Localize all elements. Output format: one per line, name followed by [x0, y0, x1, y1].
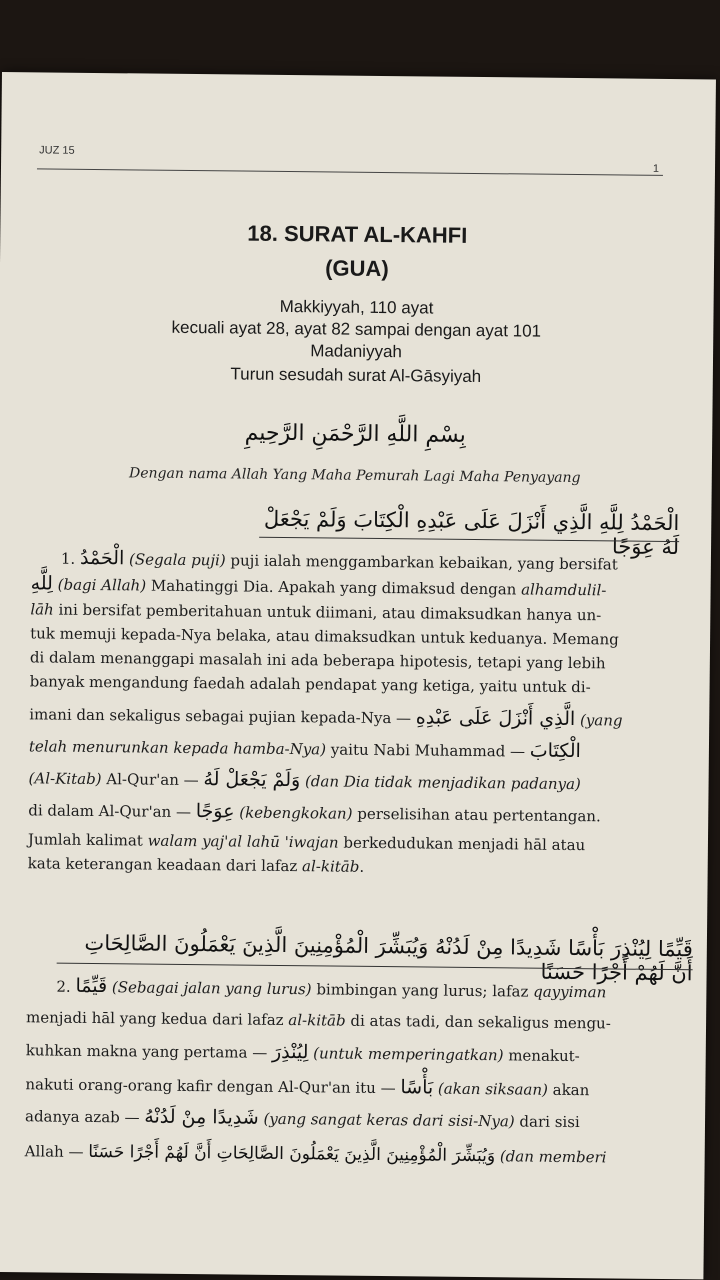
tafsir-text: di dalam Al-Qur'an — — [28, 801, 196, 822]
tafsir-line: banyak mengandung faedah adalah pendapat yang ketiga, yaitu untuk di- — [29, 672, 591, 697]
page-number: 1 — [652, 162, 660, 175]
verse-number: 1. — [60, 549, 76, 568]
arabic-word: بَأْسًا — [400, 1076, 434, 1099]
arabic-word: لِيُنْذِرَ — [271, 1040, 309, 1064]
transliteration: lāh — [30, 600, 54, 619]
tafsir-text: Al-Qur'an — — [101, 770, 204, 790]
tafsir-line — [25, 1140, 685, 1169]
surah-title: 18. SURAT AL-KAHFI — [247, 220, 468, 248]
tafsir-line — [28, 798, 688, 828]
surah-info-line: Makkiyyah, 110 ayat — [279, 296, 434, 318]
running-head: JUZ 15 — [39, 144, 75, 157]
book-page — [0, 72, 716, 1279]
header-rule — [37, 168, 663, 176]
tafsir-text: imani dan sekaligus sebagai pujian kepada-Nya — — [29, 705, 416, 728]
tafsir-text: di atas tadi, dan sekaligus mengu- — [345, 1011, 611, 1033]
tafsir-text: puji ialah menggambarkan kebaikan, yang bersifat — [225, 551, 618, 574]
tafsir-text: ini bersifat pemberitahuan untuk diimani, atau dimaksudkan hanya un- — [53, 600, 602, 625]
tafsir-line — [26, 1006, 686, 1035]
transliteration: al-kitāb — [302, 857, 360, 876]
tafsir-text: Mahatinggi Dia. Apakah yang dimaksud dengan — [146, 576, 522, 599]
translation-segment: (dan Dia tidak menjadikan padanya) — [304, 772, 581, 794]
translation-segment: (yang — [579, 711, 623, 730]
bismillah-translation: Dengan nama Allah Yang Maha Pemurah Lagi Maha Penyayang — [128, 465, 581, 487]
arabic-word: الْكِتَابَ — [529, 739, 581, 763]
tafsir-line: tuk memuji kepada-Nya belaka, atau dimaksudkan untuk keduanya. Memang — [30, 624, 619, 649]
verse-1-arabic: الْحَمْدُ لِلَّهِ الَّذِي أَنْزَلَ عَلَى عَبْدِهِ الْكِتَابَ وَلَمْ يَجْعَلْ لَهُ عِوَجًا — [263, 506, 680, 560]
translation-segment: (dan memberi — [499, 1147, 607, 1167]
tafsir-line: di dalam menanggapi masalah ini ada beberapa hipotesis, tetapi yang lebih — [29, 648, 606, 673]
tafsir-line — [25, 1072, 685, 1102]
transliteration: qayyiman — [533, 982, 607, 1002]
translation-segment: (akan siksaan) — [437, 1079, 549, 1099]
tafsir-text: nakuti orang-orang kafir dengan Al-Qur'an itu — — [25, 1075, 401, 1098]
arabic-word: عِوَجًا — [195, 800, 235, 823]
surah-info-line: Madaniyyah — [310, 341, 403, 362]
transliteration: alhamdulil- — [521, 580, 607, 600]
tafsir-line — [31, 572, 691, 602]
tafsir-text: kata keterangan keadaan dari lafaz — [27, 854, 303, 876]
arabic-word: وَلَمْ يَجْعَلْ لَهُ — [203, 768, 301, 792]
tafsir-text: bimbingan yang lurus; lafaz — [311, 980, 534, 1001]
arabic-word: لِلَّهِ — [30, 572, 54, 595]
tafsir-text: . — [359, 857, 365, 876]
tafsir-text: Jumlah kalimat — [27, 830, 148, 850]
translation-segment: (bagi Allah) — [57, 575, 147, 595]
arabic-word: الَّذِي أَنْزَلَ عَلَى عَبْدِهِ — [415, 706, 576, 731]
arabic-word: الْحَمْدُ — [79, 546, 125, 570]
arabic-word: شَدِيدًا مِنْ لَدُنْهُ — [144, 1105, 259, 1129]
tafsir-text: berkedudukan menjadi hāl atau — [338, 833, 586, 855]
translation-segment: (kebengkokan) — [239, 803, 353, 823]
transliteration: al-kitāb — [288, 1011, 346, 1030]
surah-subtitle: (GUA) — [325, 255, 389, 282]
translation-segment: (Segala puji) — [128, 550, 226, 570]
surah-info-line: Turun sesudah surat Al-Gāsyiyah — [230, 364, 482, 387]
tafsir-line — [29, 702, 689, 732]
tafsir-text: perselisihan atau pertentangan. — [352, 804, 601, 826]
tafsir-text: akan — [547, 1080, 590, 1100]
tafsir-line — [29, 734, 689, 764]
translation-segment: (yang sangat keras dari sisi-Nya) — [263, 1109, 515, 1131]
translation-segment: (Sebagai jalan yang lurus) — [111, 978, 312, 999]
tafsir-line — [25, 1104, 685, 1134]
tafsir-text: yaitu Nabi Muhammad — — [325, 740, 530, 761]
transliteration: walam yaj'al lahū 'iwajan — [147, 831, 339, 852]
tafsir-line — [26, 1038, 686, 1068]
bismillah-arabic: بِسْمِ اللَّهِ الرَّحْمَنِ الرَّحِيمِ — [244, 420, 466, 448]
tafsir-text: Allah — — [24, 1142, 89, 1161]
surah-info-line: kecuali ayat 28, ayat 82 sampai dengan ayat 101 — [171, 317, 542, 341]
tafsir-text: menjadi hāl yang kedua dari lafaz — [26, 1008, 289, 1030]
tafsir-text: dari sisi — [514, 1112, 580, 1132]
tafsir-line — [28, 766, 688, 796]
tafsir-text: menakut- — [503, 1046, 580, 1066]
tafsir-text: kuhkan makna yang pertama — — [25, 1041, 273, 1062]
translation-segment: (Al-Kitab) — [28, 769, 102, 789]
translation-segment: (untuk memperingatkan) — [313, 1044, 504, 1065]
tafsir-line — [28, 852, 688, 881]
arabic-word: وَيُبَشِّرَ الْمُؤْمِنِينَ الَّذِينَ يَعْمَلُونَ الصَّالِحَاتِ أَنَّ لَهُمْ أَجْرًا حَسَنًا — [88, 1141, 496, 1167]
translation-segment: telah menurunkan kepada hamba-Nya) — [28, 737, 327, 759]
verse-number: 2. — [56, 977, 71, 996]
arabic-word: قَيِّمًا — [75, 974, 108, 998]
tafsir-text: adanya azab — — [24, 1107, 145, 1127]
verse-2-arabic: قَيِّمًا لِيُنْذِرَ بَأْسًا شَدِيدًا مِنْ لَدُنْهُ وَيُبَشِّرَ الْمُؤْمِنِينَ الَّذِينَ يَعْمَلُونَ الصَّالِحَاتِ أَنَّ لَهُمْ أَجْرًا حَسَنًا — [84, 930, 693, 986]
